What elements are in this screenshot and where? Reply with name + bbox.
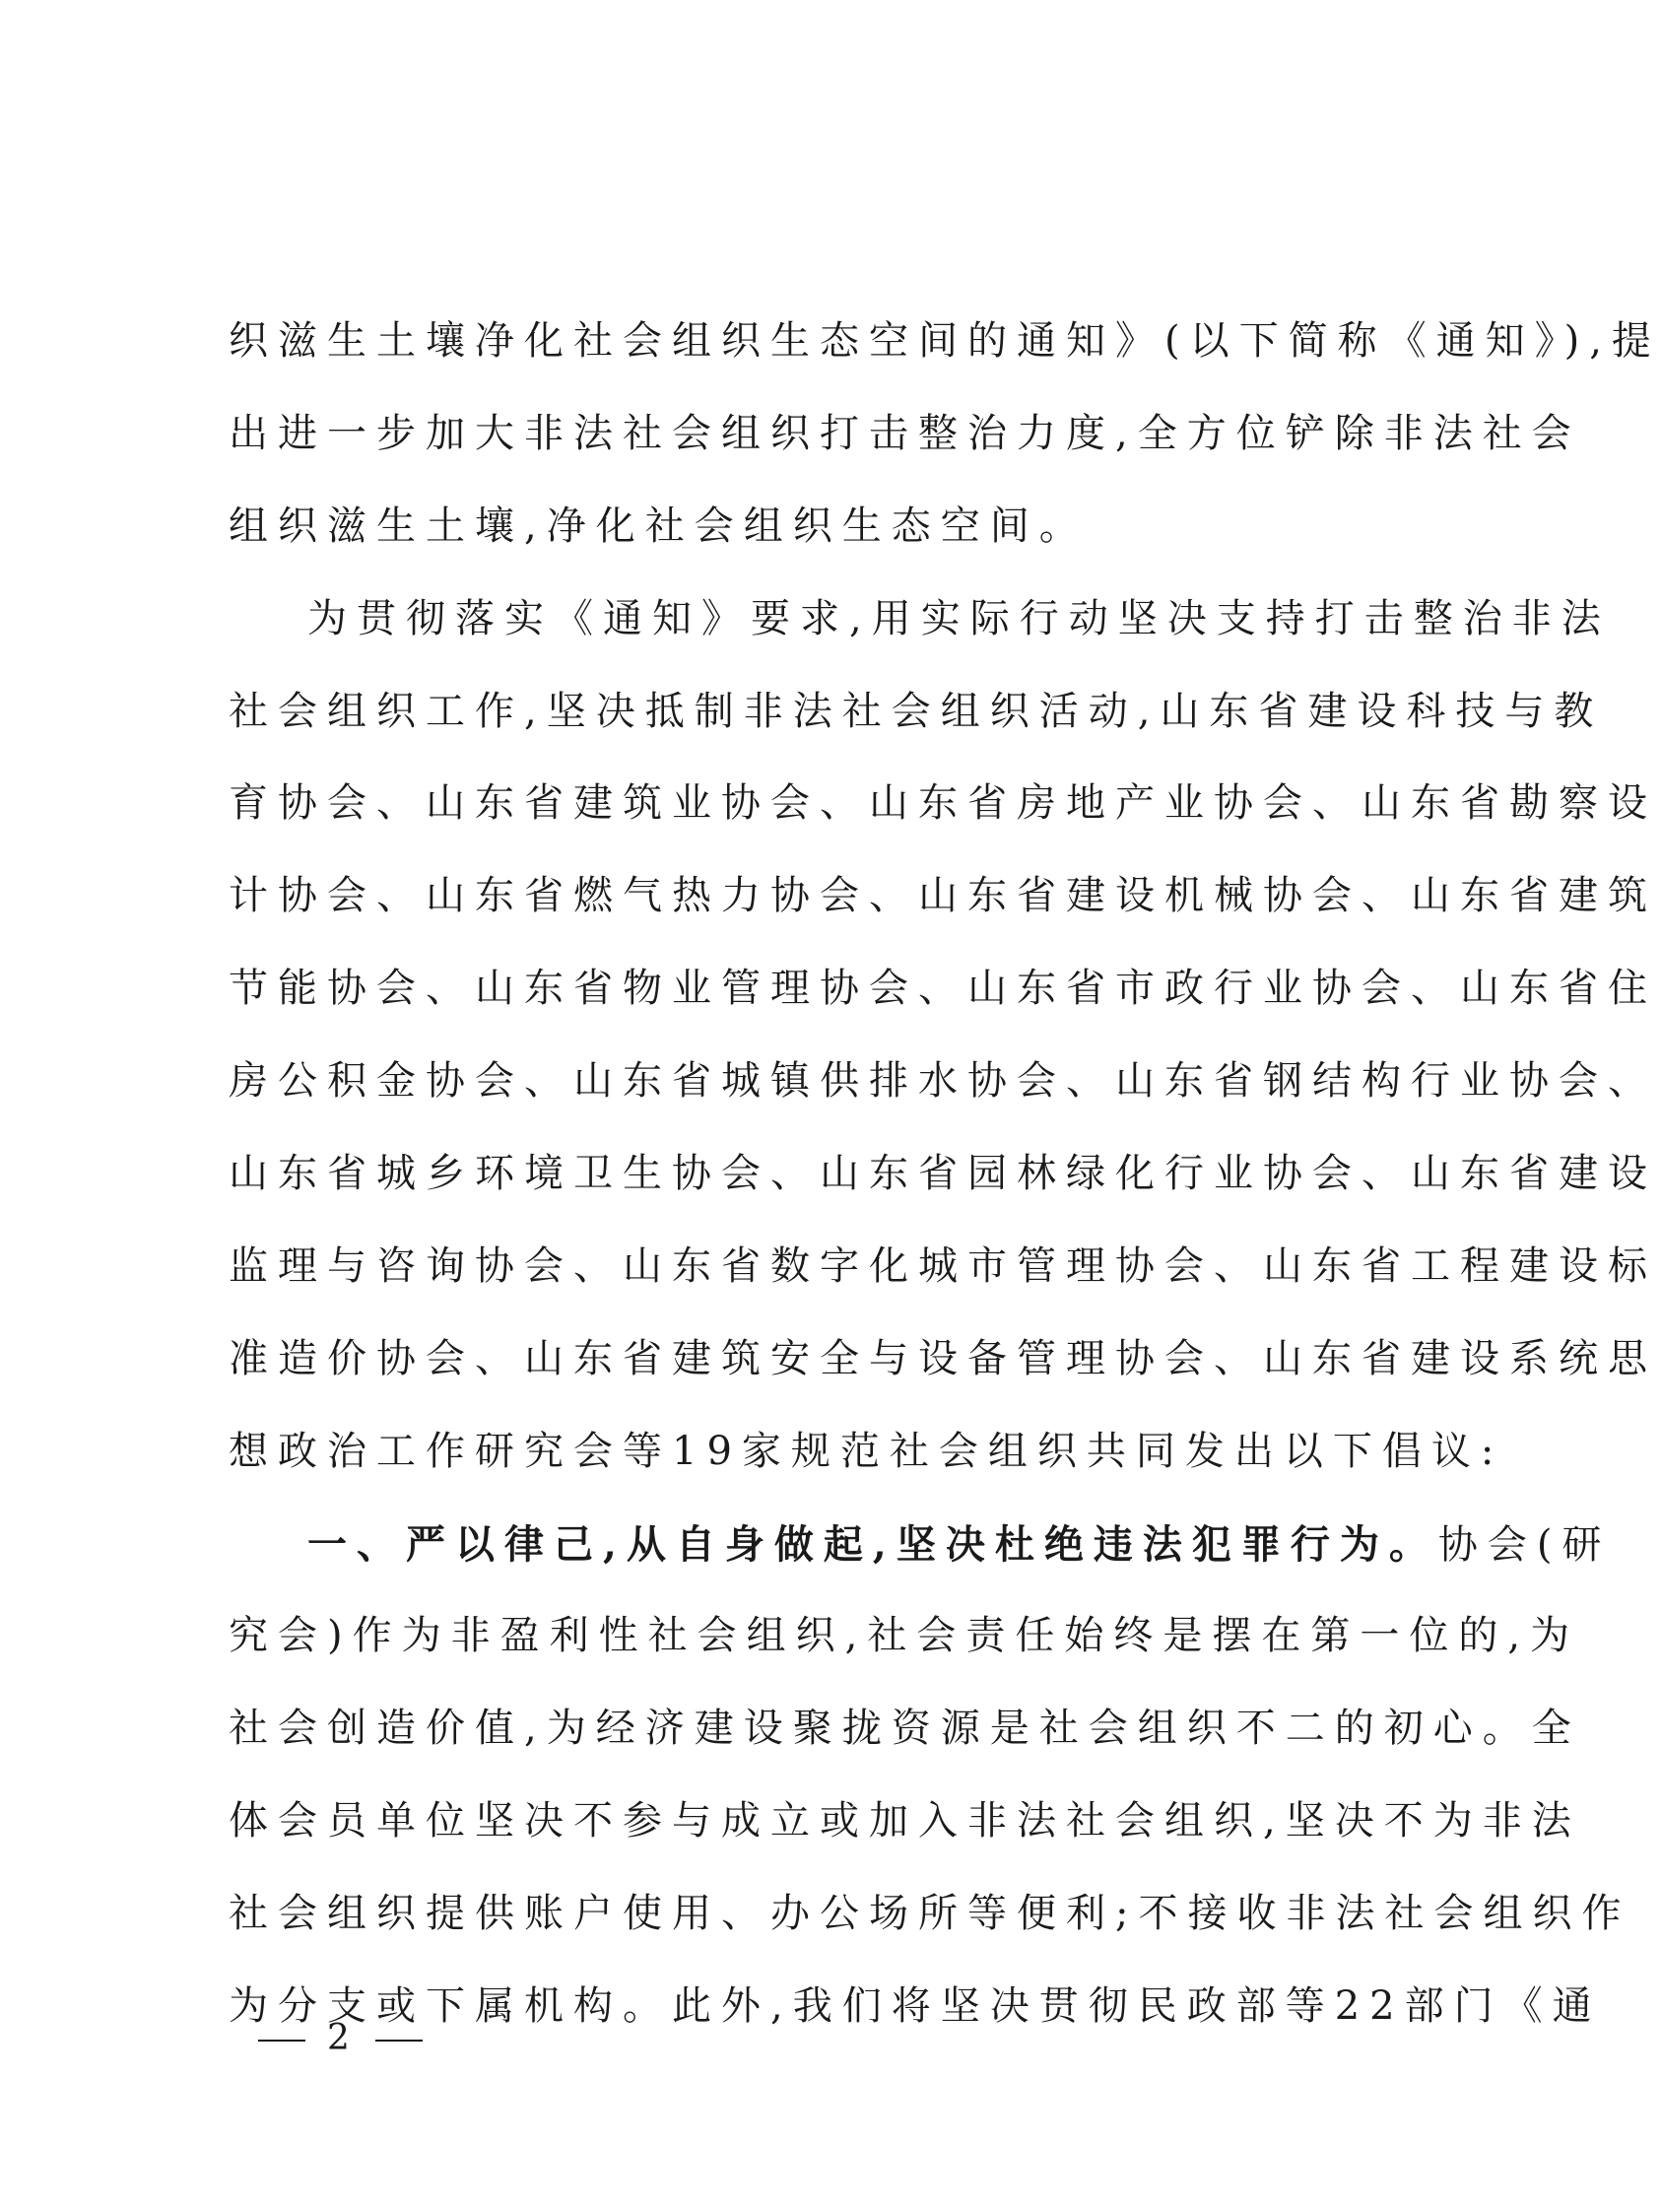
text-line: 房公积金协会、山东省城镇供排水协会、山东省钢结构行业协会、 — [229, 1058, 1657, 1105]
text-line: 想政治工作研究会等19家规范社会组织共同发出以下倡议: — [229, 1428, 1504, 1474]
text-line: 体会员单位坚决不参与成立或加入非法社会组织,坚决不为非法 — [229, 1798, 1581, 1844]
footer-dash-left — [258, 2040, 305, 2042]
text-line: 社会组织提供账户使用、办公场所等便利;不接收非法社会组织作 — [229, 1891, 1631, 1937]
section-heading: 一、严以律己,从自身做起,坚决杜绝违法犯罪行为。 — [307, 1520, 1438, 1568]
text-line: 监理与咨询协会、山东省数字化城市管理协会、山东省工程建设标 — [229, 1242, 1657, 1289]
text-line: 究会)作为非盈利性社会组织,社会责任始终是摆在第一位的,为 — [229, 1613, 1580, 1659]
text-line: 计协会、山东省燃气热力协会、山东省建设机械协会、山东省建筑 — [229, 873, 1657, 919]
text-line: 育协会、山东省建筑业协会、山东省房地产业协会、山东省勘察设 — [229, 780, 1657, 827]
text-line: 山东省城乡环境卫生协会、山东省园林绿化行业协会、山东省建设 — [229, 1151, 1657, 1197]
text-line: 社会组织工作,坚决抵制非法社会组织活动,山东省建设科技与教 — [229, 688, 1604, 734]
text-line: 准造价协会、山东省建筑安全与设备管理协会、山东省建设系统思 — [229, 1335, 1657, 1381]
text-line: 组织滋生土壤,净化社会组织生态空间。 — [229, 503, 1089, 549]
text-line: 节能协会、山东省物业管理协会、山东省市政行业协会、山东省住 — [229, 966, 1657, 1012]
section-heading-tail: 协会(研 — [1437, 1521, 1612, 1568]
section-heading-line — [229, 1499, 1612, 1591]
text-line: 出进一步加大非法社会组织打击整治力度,全方位铲除非法社会 — [229, 410, 1581, 456]
footer-dash-right — [375, 2040, 423, 2042]
text-line: 织滋生土壤净化社会组织生态空间的通知》(以下简称《通知》),提 — [229, 318, 1661, 364]
text-line: 为分支或下属机构。此外,我们将坚决贯彻民政部等22部门《通 — [229, 1983, 1602, 2030]
text-line: 为贯彻落实《通知》要求,用实际行动坚决支持打击整治非法 — [307, 595, 1611, 641]
text-line: 社会创造价值,为经济建设聚拢资源是社会组织不二的初心。全 — [229, 1706, 1581, 1752]
page-number: 2 — [327, 2018, 354, 2058]
body-text — [229, 296, 1661, 2053]
page-footer — [236, 2018, 444, 2058]
